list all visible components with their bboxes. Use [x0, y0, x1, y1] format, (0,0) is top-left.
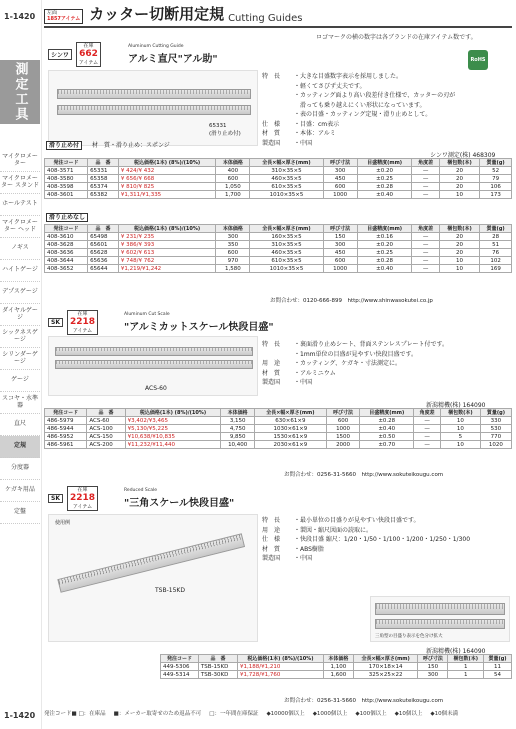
page-number-bottom: 1-1420	[4, 711, 36, 720]
noslip-label: 滑り止めなし	[46, 212, 88, 221]
section2-title: "アルミカットスケール快段目盛"	[124, 322, 274, 333]
sidebar-item[interactable]: マイクロメーター	[0, 150, 40, 172]
section3-photo	[48, 514, 258, 642]
table-row: 408-3610 65498 ¥ 231/¥ 235 300 160×35×5 150 ±0.16 — 20 28	[45, 233, 512, 241]
sidebar-item[interactable]: ホールテスト	[0, 194, 40, 216]
table-header: 発注コード 品 番 税込価格(1本) (8%)/(10%) 本体価格 全長×幅×厚さ(mm) 呼び寸法 目盛精度(mm) 角度差 梱包数(本) 質量(g)	[45, 409, 512, 417]
section1-contact: お問合わせ：0120-666-899 http://www.shinwasokutei.co.jp	[270, 298, 433, 304]
sidebar-item[interactable]: 直尺	[0, 414, 40, 436]
section3-subtitle: Reduced Scale	[124, 488, 158, 493]
footer-item: ◆100個以上	[355, 711, 387, 717]
page-footer	[44, 709, 512, 717]
table-row: 408-3636 65628 ¥ 602/¥ 613 600 460×35×5 450 ±0.25 — 20 76	[45, 249, 512, 257]
catalog-number: 新潟精機(株) 164090	[426, 402, 486, 409]
section3-contact: お問合わせ：0256-31-5660 http://www.sokuteikougu.com	[284, 698, 444, 704]
slip-label: 滑り止め付 材 質・滑り止め：スポンジ	[46, 140, 170, 149]
stock-count: 在庫 2218 アイテム	[67, 486, 98, 511]
footer-item: ◆10個以上	[394, 711, 423, 717]
page-header	[44, 6, 512, 28]
footer-item: ◆1000個以上	[312, 711, 348, 717]
sidebar-item[interactable]: シックネスゲージ	[0, 326, 40, 348]
ruler-image	[57, 89, 251, 99]
scale-detail-image	[375, 603, 505, 615]
footer-item: ■：メーカー取寄せのため返品不可	[113, 711, 202, 717]
table-row: 408-3598 65374 ¥ 810/¥ 825 1,050 610×35×5 600 ±0.28 — 20 106	[45, 183, 512, 191]
stock-count: 在庫 2218 アイテム	[67, 310, 98, 335]
section2-contact: お問合わせ：0256-31-5660 http://www.sokuteikougu.com	[284, 472, 444, 478]
table-row: 408-3628 65601 ¥ 386/¥ 393 350 310×35×5 300 ±0.20 — 20 51	[45, 241, 512, 249]
sidebar-item[interactable]: 定盤	[0, 502, 40, 524]
table-header: 発注コード 品 番 税込価格(1本) (8%)/(10%) 本体価格 全長×幅×厚さ(mm) 呼び寸法 目盛精度(mm) 角度差 梱包数(本) 質量(g)	[45, 225, 512, 233]
ruler-image	[57, 105, 251, 115]
page-number-top: 1-1420	[4, 12, 36, 21]
section1-photo	[48, 70, 258, 146]
scale-detail-photo	[370, 596, 510, 642]
section1-features: 特 長 ・大きな目盛数字表示を採用しました。 ・軽くてさびず丈夫です。 ・カッティング面より高い段差付き仕様で、カッターの刃が 滑っても乗り越えにくい形状になっています。 ・表の目盛・カッティング定規・滑り止めとして。 仕 様 ・目盛：cm表示 材 質 ・本体：アルミ 製造国 ・中国	[262, 73, 456, 147]
sidebar-item[interactable]: ハイトゲージ	[0, 260, 40, 282]
sidebar-item[interactable]: シリンダーゲージ	[0, 348, 40, 370]
section3-brand-tag	[48, 486, 98, 511]
sidebar-item[interactable]: デプスゲージ	[0, 282, 40, 304]
table-row: 486-5979 ACS-60 ¥3,402/¥3,465 3,150 630×61×9 600 ±0.28 — 10 330	[45, 417, 512, 425]
section2-features: 特 長 ・裏面滑り止めシート、背面ステンレスプレート付です。 ・1mm単位の目盛が見やすい快段目盛です。 用 途 ・カッティング、ケガキ・寸法測定に。 材 質 ・アルミニウム 製造国 ・中国	[262, 341, 448, 386]
table-row: 486-5944 ACS-100 ¥5,130/¥5,225 4,750 1030×61×9 1000 ±0.40 — 10 530	[45, 425, 512, 433]
section1-title: アルミ直尺"アル助"	[128, 54, 218, 65]
header-tag: 左面 1857アイテム	[44, 9, 83, 24]
section1-table-a	[44, 158, 512, 199]
photo-caption: 65331 (滑り止め付)	[209, 123, 241, 137]
photo-caption: TSB-15KD	[155, 587, 185, 594]
section1-table-b	[44, 224, 512, 273]
section3-title: "三角スケール快段目盛"	[124, 498, 235, 509]
sidebar-item[interactable]: ケガキ用品	[0, 480, 40, 502]
table-row: 408-3652 65644 ¥1,219/¥1,242 1,580 1010×35×5 1000 ±0.40 — 10 169	[45, 265, 512, 273]
table-row: 408-3580 65358 ¥ 656/¥ 668 600 460×35×5 450 ±0.25 — 20 79	[45, 175, 512, 183]
brand-logo: SK	[48, 318, 63, 327]
photo-caption: ACS-60	[145, 385, 167, 392]
page-title-en: Cutting Guides	[228, 13, 303, 24]
table-row: 486-5961 ACS-200 ¥11,232/¥11,440 10,400 2030×61×9 2000 ±0.70 — 10 1020	[45, 441, 512, 449]
section1-brand-tag	[48, 42, 101, 67]
section2-subtitle: Aluminum Cut Scale	[124, 312, 170, 317]
sidebar-item[interactable]: ダイヤルゲージ	[0, 304, 40, 326]
table-row: 449-5314 TSB-30KD ¥1,728/¥1,760 1,600 325×25×22 300 1 54	[161, 671, 512, 679]
section2-photo	[48, 336, 258, 396]
table-row: 449-5306 TSB-15KD ¥1,188/¥1,210 1,100 170×18×14 150 1 11	[161, 663, 512, 671]
table-header: 発注コード 品 番 税込価格(1本) (8%)/(10%) 本体価格 全長×幅×厚さ(mm) 呼び寸法 梱包数(本) 質量(g)	[161, 655, 512, 663]
footer-item: ◆10個未満	[430, 711, 459, 717]
table-row: 408-3601 65382 ¥1,311/¥1,335 1,700 1010×35×5 1000 ±0.40 — 10 173	[45, 191, 512, 199]
table-header: 発注コード 品 番 税込価格(1本) (8%)/(10%) 本体価格 全長×幅×厚さ(mm) 呼び寸法 目盛精度(mm) 角度差 梱包数(本) 質量(g)	[45, 159, 512, 167]
footer-item: ◆10000個以上	[266, 711, 305, 717]
table-row: 486-5952 ACS-150 ¥10,638/¥10,835 9,850 1530×61×9 1500 ±0.50 — 5 770	[45, 433, 512, 441]
rohs-badge: RoHS	[468, 50, 488, 70]
section2-brand-tag	[48, 310, 98, 335]
section3-features: 特 長 ・最小単位の目盛りが見やすい快段目盛です。 用 途 ・製図・縮尺図面の読取に。 仕 様 ・快段目盛 縮尺：1/20・1/50・1/100・1/200・1/250・1/300 材 質 ・ABS樹脂 製造国 ・中国	[262, 517, 471, 562]
footer-item: 発注コード■ □：在庫品	[44, 711, 106, 717]
catalog-number: 新潟精機(株) 164090	[426, 648, 486, 655]
triangle-scale-image	[57, 533, 245, 593]
sidebar-item[interactable]: マイクロメーター ヘッド	[0, 216, 40, 238]
top-note: ロゴマークの横の数字は各ブランドの在庫アイテム数です。	[316, 34, 477, 41]
sidebar-item[interactable]: ゲージ	[0, 370, 40, 392]
brand-logo: SK	[48, 494, 63, 503]
page-title: カッター切断用定規	[89, 5, 225, 23]
section1-subtitle: Aluminum Cutting Guide	[128, 44, 184, 49]
scale-detail-image	[375, 619, 505, 629]
footer-item: □：一年間在庫保証	[209, 711, 259, 717]
section3-table	[160, 654, 512, 679]
table-row: 408-3571 65331 ¥ 424/¥ 432 400 310×35×5 300 ±0.20 — 20 52	[45, 167, 512, 175]
brand-logo: シンワ	[48, 49, 72, 60]
sidebar-item-active[interactable]: 定規	[0, 436, 40, 458]
sidebar-nav	[0, 150, 40, 524]
sidebar	[0, 0, 42, 729]
section2-table	[44, 408, 512, 449]
photo-label: 使用例	[55, 520, 71, 526]
catalog-number: シンワ測定(株) 468309	[430, 152, 496, 159]
scale-caption: 三角型の目盛り表示を色分け拡大	[375, 634, 443, 639]
category-label: 測定工具	[0, 60, 40, 124]
sidebar-item[interactable]: スコヤ・水準器	[0, 392, 40, 414]
ruler-image	[55, 360, 253, 369]
stock-count: 在庫 662 アイテム	[76, 42, 101, 67]
ruler-image	[55, 347, 253, 356]
sidebar-item[interactable]: ノギス	[0, 238, 40, 260]
sidebar-item[interactable]: 分度器	[0, 458, 40, 480]
sidebar-item[interactable]: マイクロメーター スタンド	[0, 172, 40, 194]
table-row: 408-3644 65636 ¥ 748/¥ 762 970 610×35×5 600 ±0.28 — 10 102	[45, 257, 512, 265]
